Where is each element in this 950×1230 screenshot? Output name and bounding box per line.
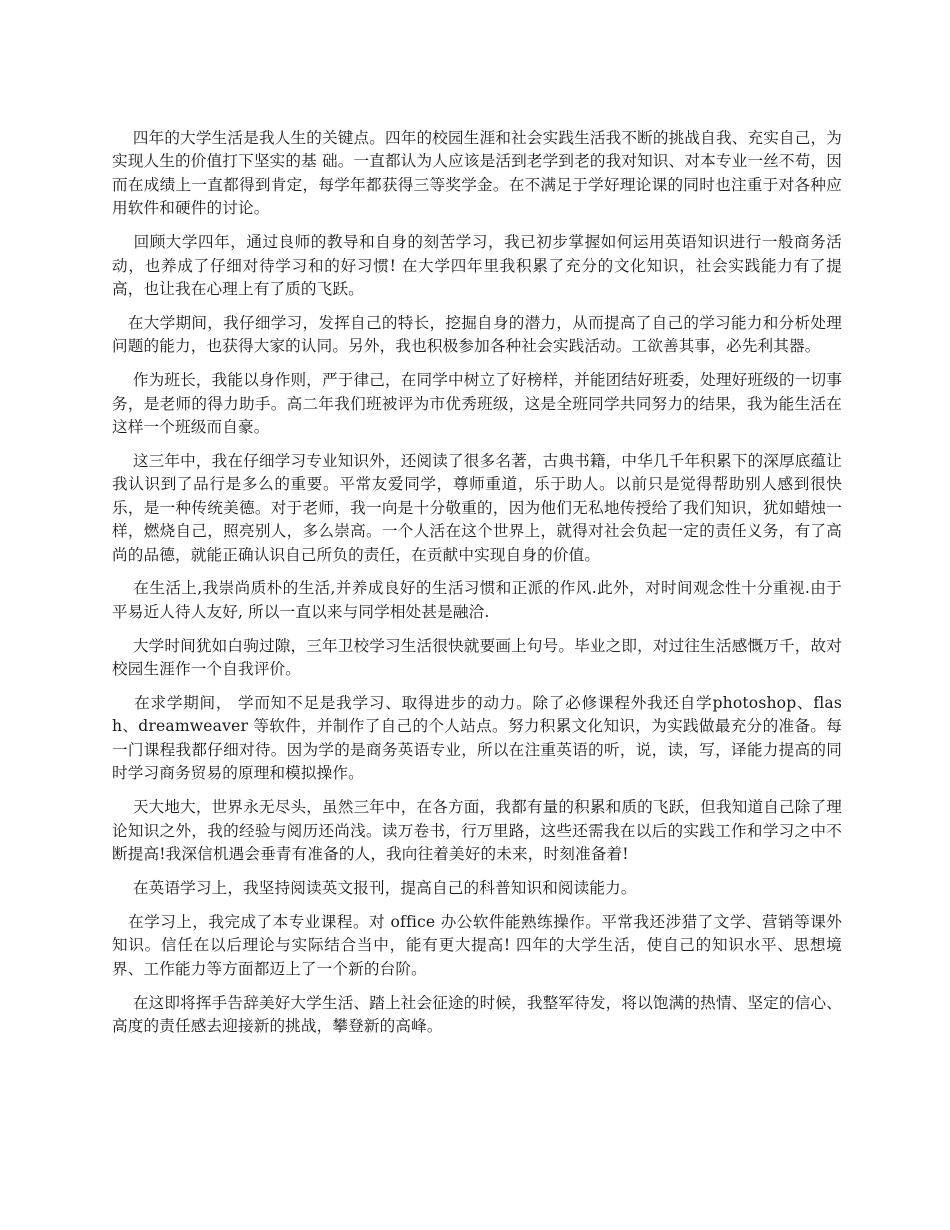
paragraph-11: 在学习上，我完成了本专业课程。对 office 办公软件能熟练操作。平常我还涉猎了文学、营销等课外知识。信任在以后理论与实际结合当中，能有更大提高! 四年的大学生活，使自己的知识水平、思想境界、工作能力等方面都迈上了一个新的台阶。 xyxy=(112,912,842,978)
paragraph-12: 在这即将挥手告辞美好大学生活、踏上社会征途的时候，我整军待发，将以饱满的热情、坚定的信心、高度的责任感去迎接新的挑战，攀登新的高峰。 xyxy=(112,993,842,1035)
paragraph-2: 回顾大学四年，通过良师的教导和自身的刻苦学习，我已初步掌握如何运用英语知识进行一般商务活动，也养成了仔细对待学习和的好习惯! 在大学四年里我积累了充分的文化知识，社会实践能力有了提高，也让我在心理上有了质的飞跃。 xyxy=(112,233,842,298)
paragraph-3: 在大学期间，我仔细学习，发挥自己的特长，挖掘自身的潜力，从而提高了自己的学习能力和分析处理问题的能力，也获得大家的认同。另外，我也积极参加各种社会实践活动。工欲善其事，必先利其器。 xyxy=(112,313,842,356)
paragraph-9: 天大地大，世界永无尽头，虽然三年中，在各方面，我都有量的积累和质的飞跃，但我知道自己除了理论知识之外，我的经验与阅历还尚浅。读万卷书，行万里路，这些还需我在以后的实践工作和学习之中不断提高!我深信机遇会垂青有准备的人，我向往着美好的未来，时刻准备着! xyxy=(112,798,842,863)
paragraph-8: 在求学期间， 学而知不足是我学习、取得进步的动力。除了必修课程外我还自学photoshop、flash、dreamweaver 等软件，并制作了自己的个人站点。努力积累文化知识，为实践做最充分的准备。每一门课程我都仔细对待。因为学的是商务英语专业，所以在注重英语的听，说，读，写，译能力提高的同时学习商务贸易的原理和模拟操作。 xyxy=(112,694,842,783)
document-body xyxy=(112,127,842,1049)
paragraph-1: 四年的大学生活是我人生的关键点。四年的校园生涯和社会实践生活我不断的挑战自我、充实自己，为实现人生的价值打下坚实的基 础。一直都认为人应该是活到老学到老的我对知识、对本专业一丝不苟，因而在成绩上一直都得到肯定，每学年都获得三等奖学金。在不满足于学好理论课的同时也注重于对各种应用软件和硬件的讨论。 xyxy=(112,129,842,218)
paragraph-10: 在英语学习上，我坚持阅读英文报刊，提高自己的科普知识和阅读能力。 xyxy=(112,878,637,897)
paragraph-5: 这三年中，我在仔细学习专业知识外，还阅读了很多名著，古典书籍，中华几千年积累下的深厚底蕴让我认识到了品行是多么的重要。平常友爱同学，尊师重道，乐于助人。以前只是觉得帮助别人感到很快乐，是一种传统美德。对于老师，我一向是十分敬重的，因为他们无私地传授给了我们知识，犹如蜡烛一样，燃烧自己，照亮别人，多么崇高。一个人活在这个世界上，就得对社会负起一定的责任义务，有了高尚的品德，就能正确认识自己所负的责任，在贡献中实现自身的价值。 xyxy=(112,451,842,564)
paragraph-7: 大学时间犹如白驹过隙，三年卫校学习生活很快就要画上句号。毕业之即，对过往生活感慨万千，故对校园生涯作一个自我评价。 xyxy=(112,636,842,679)
paragraph-4: 作为班长，我能以身作则，严于律己，在同学中树立了好榜样，并能团结好班委，处理好班级的一切事务，是老师的得力助手。高二年我们班被评为市优秀班级，这是全班同学共同努力的结果，我为能生活在这样一个班级而自豪。 xyxy=(112,371,842,436)
paragraph-6: 在生活上,我崇尚质朴的生活,并养成良好的生活习惯和正派的作风.此外，对时间观念性十分重视.由于平易近人待人友好, 所以一直以来与同学相处甚是融洽. xyxy=(112,579,842,621)
